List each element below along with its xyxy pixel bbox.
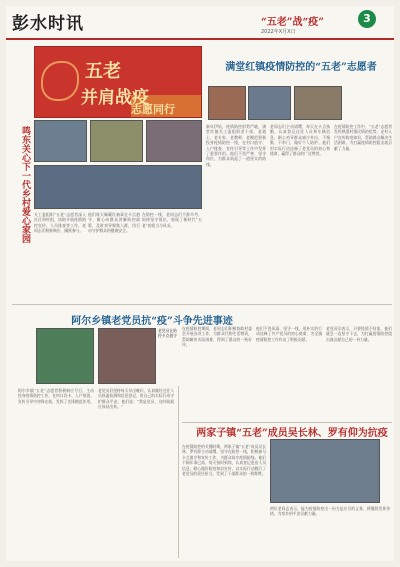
article-3-column-2: 两位老同志表示，能为疫情防控出一份力是应尽的义务，将继续发挥余热，为家乡的平安贡献力量。 — [270, 506, 390, 517]
left-article-column-3: 在防控一线，老同志们不辞辛劳，始终坚守岗位，展现了新时代“五老”的担当与风采。 — [142, 212, 202, 228]
article-2-column-2: 老党员们坚持每天早出晚归，认真做好过往人员体温检测和信息登记，用自己的实际行动守护群众平安。他们说：“我是党员，这时候就应该站出来。” — [98, 388, 174, 410]
article-1-headline: 满堂红镇疫情防控的“五老”志愿者 — [225, 62, 377, 73]
article-3-headline: 两家子镇“五老”成员吴长林、罗有仰为抗疫 — [196, 428, 388, 439]
photo-party-member-2 — [98, 328, 156, 384]
article-2-column-1: 阿尔乡镇“五老”志愿者积极响应号召，主动投身疫情防控工作，在村口设卡、入户排查、宣传引导中冲锋在前，发挥了先锋模范作用。 — [18, 388, 94, 404]
photo-party-member-1 — [36, 328, 94, 384]
left-vertical-headline: 鸣东关心下一代乡村爱心家园 — [20, 126, 30, 243]
article-1-column-2: 老同志们主动请缨，每天在卡点执勤，认真登记过往人员和车辆信息，耐心劝导群众减少外出、不聚集、不串门，做好个人防护。他们用实际行动诠释了老党员的初心和使命，赢得了群众的广泛赞誉。 — [270, 124, 330, 157]
column-divider — [178, 386, 179, 558]
date-line: 2022年X月X日 — [261, 29, 296, 35]
left-article-column-2: 他们每天佩戴红袖章在卡点值守，耐心向群众讲解防控政策，及时劝导聚集人群，用行动守护群众的健康安全。 — [88, 212, 140, 234]
section-divider — [12, 304, 392, 305]
photo-volunteers-registration — [90, 120, 143, 162]
photo-article-1-c — [294, 86, 342, 120]
article-2-column-3: 在疫情防控期间，老同志们积极协助村委会开展各项工作，为群众代购生活物资，帮助解决实际困难，得到了群众的一致好评。 — [182, 326, 252, 348]
left-article-column-1: 关工委组织“五老”志愿者深入社区和村组，协助开展疫情防控宣传、人员排查等工作，老同志们积极响应、踊跃参与。 — [34, 212, 86, 234]
photo-article-1-b — [248, 86, 291, 120]
photo-volunteers-group — [34, 165, 202, 209]
banner-line-2: 并肩战疫 — [81, 88, 149, 108]
article-3-column-1: 在疫情防控的关键时期，两家子镇“五老”成员吴长林、罗有仰主动请缨，坚守在防控一线，积极参与卡点值守和宣传工作，为群众筑牢疫情防线。他们不顾年事已高，每天按时到岗，认真登记进出人员信息，耐心做好防疫知识宣传，以实际行动践行了老党员的责任担当，受到了干部群众的一致称赞。 — [182, 444, 266, 477]
article-2-column-5: 老党员们表示，只要疫情不结束，他们就会一直坚守下去，为打赢疫情防控阻击战贡献自己的一份力量。 — [326, 326, 392, 342]
feature-banner — [34, 46, 202, 118]
article-2-column-4: 他们不畏风雨、坚守一线，用朴实的行动诠释了共产党员的初心使命，为全镇疫情防控工作作出了积极贡献。 — [256, 326, 322, 342]
article-3-divider — [182, 422, 392, 423]
article-2-headline: 阿尔乡镇老党员抗“疫”斗争先进事迹 — [71, 316, 233, 327]
photo-article-1-a — [208, 86, 246, 120]
article-1-column-1: 新年伊始，疫情防控形势严峻，满堂红镇关工委组织老干部、老战士、老专家、老教师、老模范积极投身疫情防控一线，在村口值守、入户排查、宣传引导等工作中发挥了重要作用。他们不畏严寒、坚守岗位，为群众筑起了一道坚实的防线。 — [206, 124, 266, 167]
newspaper-page — [6, 6, 394, 561]
banner-line-3: 志愿同行 — [131, 103, 175, 116]
page-number-badge: 3 — [358, 10, 376, 28]
article-1-column-3: 在疫情防控工作中，“五老”志愿者发挥熟悉村情民情的优势，走村入户宣传防疫知识，帮助群众解决生活困难，为打赢疫情防控阻击战贡献了力量。 — [334, 124, 392, 151]
masthead — [6, 6, 394, 40]
photo-article-3 — [270, 439, 380, 503]
photo-volunteers-door-to-door — [146, 120, 202, 162]
newspaper-logo: 彭水时讯 — [12, 14, 84, 34]
brush-flourish-icon — [41, 61, 79, 101]
section-tag: “五老”战“疫” — [261, 17, 325, 28]
article-2-caption: 老党员在防控卡点值守 — [158, 328, 177, 338]
banner-line-1: 五老 — [85, 61, 121, 82]
photo-volunteers-checkpoint — [34, 120, 87, 162]
